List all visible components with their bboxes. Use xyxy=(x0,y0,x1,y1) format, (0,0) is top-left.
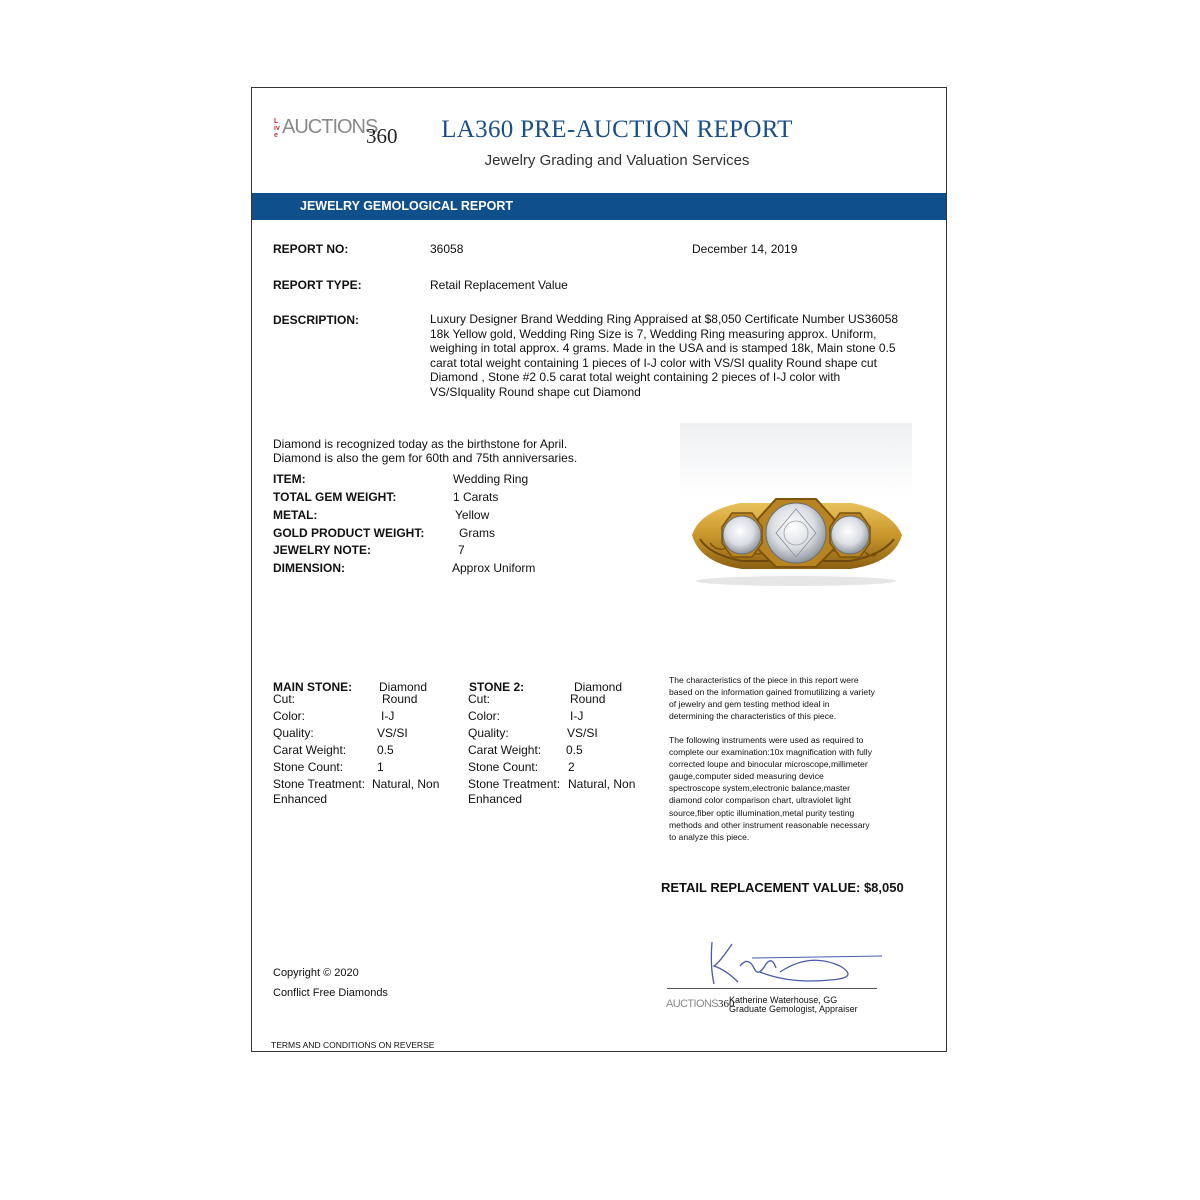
notes-line: corrected loupe and binocular microscope,millimeter xyxy=(669,759,868,770)
copyright: Copyright © 2020 xyxy=(273,967,359,979)
notes-paragraph-1 xyxy=(669,674,929,722)
stone2-cut: Round xyxy=(570,692,606,706)
main-stone-type: Diamond xyxy=(379,680,428,694)
conflict-free: Conflict Free Diamonds xyxy=(273,987,388,999)
detail-metal-label: METAL: xyxy=(273,508,318,522)
notes-line: complete our examination:10x magnification with fully xyxy=(669,747,873,758)
detail-gold-weight-label: GOLD PRODUCT WEIGHT: xyxy=(273,526,425,540)
stone2-treatment-1: Natural, Non xyxy=(568,777,636,791)
retail-value: RETAIL REPLACEMENT VALUE: $8,050 xyxy=(661,880,904,895)
main-stone-count-label: Stone Count: xyxy=(273,760,344,774)
report-title: LA360 PRE-AUCTION REPORT xyxy=(441,116,793,143)
stone2-type: Diamond xyxy=(574,680,623,694)
stone2-count: 2 xyxy=(568,760,575,774)
detail-dimension-label: DIMENSION: xyxy=(273,561,345,575)
detail-gem-weight-label: TOTAL GEM WEIGHT: xyxy=(273,490,397,504)
logo-360-text: 360 xyxy=(366,124,398,148)
main-stone-quality: VS/SI xyxy=(377,726,408,740)
description-label: DESCRIPTION: xyxy=(273,313,360,327)
report-subtitle: Jewelry Grading and Valuation Services xyxy=(484,152,750,169)
stone2-count-label: Stone Count: xyxy=(468,760,539,774)
notes-line: gauge,computer sided measuring device xyxy=(669,771,824,782)
main-stone-color-label: Color: xyxy=(273,709,306,723)
main-stone-color: I-J xyxy=(381,709,395,723)
main-stone-treatment-2: Enhanced xyxy=(273,792,328,806)
logo-auctions-text: AUCTIONS xyxy=(282,116,378,138)
stone2-quality-label: Quality: xyxy=(468,726,509,740)
notes-line: The characteristics of the piece in this report were xyxy=(669,675,859,685)
detail-metal-value: Yellow xyxy=(455,508,490,522)
stone2-heading: STONE 2: xyxy=(469,680,525,694)
notes-line: diamond color comparison chart, ultraviolet light xyxy=(669,795,851,806)
stone2-treatment-2: Enhanced xyxy=(468,792,523,806)
main-stone-treatment-label: Stone Treatment: xyxy=(273,777,366,791)
appraiser-name: Katherine Waterhouse, GG xyxy=(729,995,838,1005)
notes-line: methods and other instrument reasonable necessary xyxy=(669,819,870,830)
main-stone-treatment-1: Natural, Non xyxy=(372,777,440,791)
description-text: Luxury Designer Brand Wedding Ring Appraised at $8,050 Certificate Number US36058 18k Yellow gold, Wedding Ring Size is 7, Wedding Ring measuring approx. Uniform, weighing in total approx. 4 grams. Made in the USA and is stamped 18k, Main stone 0.5 carat total weight containing 1 pieces of I-J color with VS/SI quality Round shape cut Diamond , Stone #2 0.5 carat total weight containing 2 pieces of I-J color with VS/SIquality Round shape cut Diamond xyxy=(430,312,899,399)
company-logo xyxy=(274,114,399,148)
section-band xyxy=(252,193,946,220)
detail-item-value: Wedding Ring xyxy=(453,472,529,486)
notes-line: The following instruments were used as required to xyxy=(669,735,864,745)
stone2-cut-label: Cut: xyxy=(468,692,491,706)
report-type-label: REPORT TYPE: xyxy=(273,278,362,292)
detail-jewelry-note-value: 7 xyxy=(458,543,465,557)
stone2-quality: VS/SI xyxy=(567,726,598,740)
birthstone-line-1: Diamond is recognized today as the birthstone for April. xyxy=(273,437,568,451)
notes-line: determining the characteristics of this piece. xyxy=(669,711,837,722)
detail-item-label: ITEM: xyxy=(273,472,306,486)
notes-line: of jewelry and gem testing method ideal in xyxy=(669,699,830,710)
main-stone-count: 1 xyxy=(377,760,384,774)
report-page xyxy=(251,87,947,1052)
report-type-value: Retail Replacement Value xyxy=(430,278,568,292)
birthstone-line-2: Diamond is also the gem for 60th and 75th anniversaries. xyxy=(273,451,578,465)
signature-logo xyxy=(666,994,735,1010)
notes-line: based on the information gained fromutilizing a variety xyxy=(669,687,875,698)
signature-logo-num: 360 xyxy=(718,998,735,1010)
terms-notice: TERMS AND CONDITIONS ON REVERSE xyxy=(271,1040,435,1050)
report-date: December 14, 2019 xyxy=(692,242,798,256)
notes-line: spectroscope system,electronic balance,master xyxy=(669,783,851,794)
main-stone-cut: Round xyxy=(382,692,418,706)
signature-image xyxy=(692,936,892,992)
detail-jewelry-note-label: JEWELRY NOTE: xyxy=(273,543,372,557)
notes-line: source,fiber optic illumination,metal purity testing xyxy=(669,807,855,818)
logo-live-text: Live xyxy=(274,118,280,139)
report-no-label: REPORT NO: xyxy=(273,242,349,256)
report-no-value: 36058 xyxy=(430,242,464,256)
signature-line xyxy=(667,988,877,989)
main-stone-carat-label: Carat Weight: xyxy=(273,743,347,757)
notes-line: to analyze this piece. xyxy=(669,831,750,842)
ring-photo xyxy=(680,423,912,588)
stone2-color: I-J xyxy=(570,709,584,723)
stone2-carat: 0.5 xyxy=(566,743,583,757)
main-stone-quality-label: Quality: xyxy=(273,726,314,740)
detail-dimension-value: Approx Uniform xyxy=(452,561,536,575)
main-stone-cut-label: Cut: xyxy=(273,692,296,706)
stone2-carat-label: Carat Weight: xyxy=(468,743,542,757)
main-stone-heading: MAIN STONE: xyxy=(273,680,353,694)
ring-illustration xyxy=(680,423,912,588)
main-stone-carat: 0.5 xyxy=(377,743,394,757)
detail-gold-weight-value: Grams xyxy=(459,526,495,540)
section-band-label: JEWELRY GEMOLOGICAL REPORT xyxy=(300,199,513,213)
notes-paragraph-2 xyxy=(669,734,929,843)
appraiser-title: Graduate Gemologist, Appraiser xyxy=(729,1004,858,1014)
signature-logo-text: AUCTIONS xyxy=(666,998,719,1010)
stone2-color-label: Color: xyxy=(468,709,501,723)
detail-gem-weight-value: 1 Carats xyxy=(453,490,499,504)
stone2-treatment-label: Stone Treatment: xyxy=(468,777,561,791)
